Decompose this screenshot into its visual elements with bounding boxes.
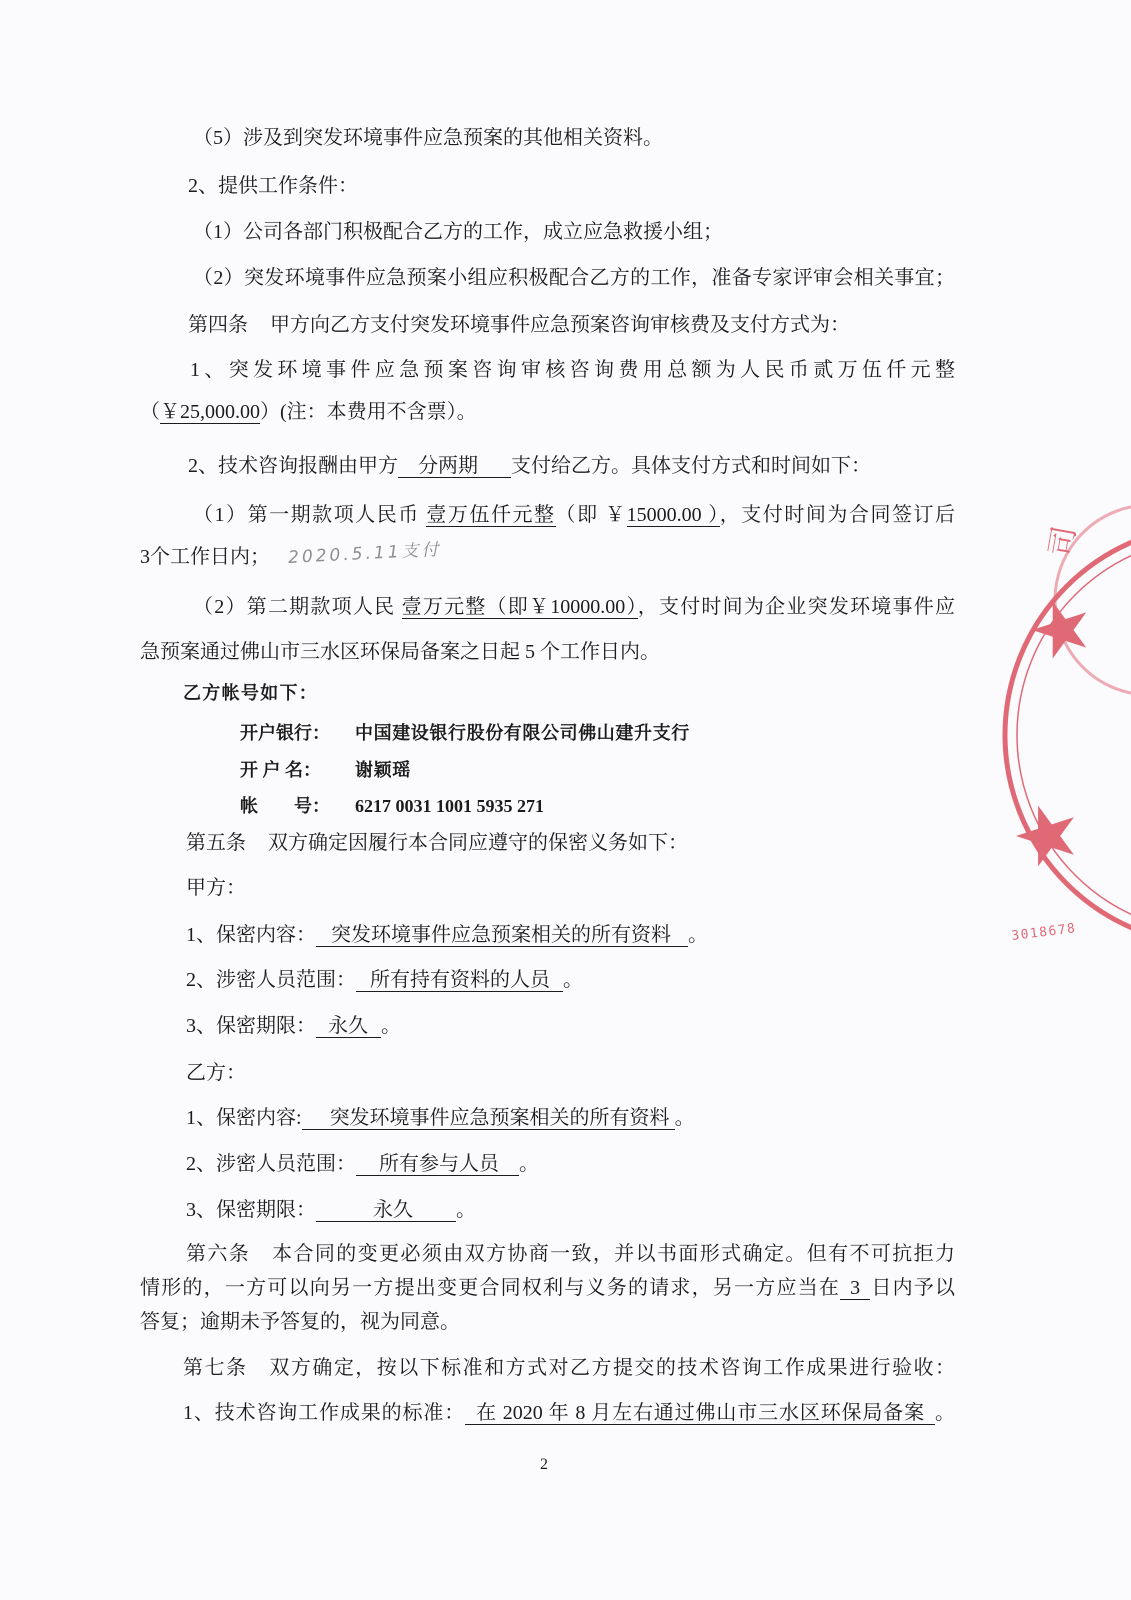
work-condition-1: （1）公司各部门积极配合乙方的工作，成立应急救援小组； [193,221,723,243]
phase-2-line [193,595,955,619]
company-seal [990,500,1131,970]
seal-star [1032,602,1086,659]
payment-method-line [188,454,871,478]
item-label: 2、涉密人员范围： [186,969,356,991]
seal-inner-ring [1017,537,1131,933]
party-a-item-1 [186,923,708,947]
item-value: 突发环境事件应急预案相关的所有资料 [302,1107,675,1130]
article-6-line-1 [186,1242,955,1266]
phase-1-continued: 3个工作日内； [140,546,270,568]
item-label: 1、保密内容: [186,1107,302,1129]
bank-value: 中国建设银行股份有限公司佛山建升支行 [355,723,690,743]
account-number-label: 帐 号： [240,796,330,816]
work-condition-2: （2）突发环境事件应急预案小组应积极配合乙方的工作，准备专家评审会相关事宜； [193,267,955,289]
article-6-text: 本合同的变更必须由双方协商一致，并以书面形式确定。但有不可抗拒力 [272,1243,956,1265]
article-4-heading [188,313,850,337]
item-value: 所有参与人员 [356,1153,519,1176]
article-6-line-2-post: 日内予以 [870,1277,956,1299]
acceptance-standard-line [183,1401,955,1425]
phase-2-pre: （2）第二期款项人民 [193,596,402,618]
item-value: 突发环境事件应急预案相关的所有资料 [316,924,688,947]
article-6-label: 第六条 [186,1243,251,1265]
item-end: 。 [563,969,583,991]
account-number-value: 6217 0031 1001 5935 271 [355,796,544,816]
article-6-days: 3 [840,1277,870,1300]
account-name-row [240,759,411,781]
standard-label: 1、技术咨询工作成果的标准： [183,1402,466,1424]
party-a-item-2 [186,968,583,992]
bank-account-title: 乙方帐号如下： [183,683,319,703]
item-end: 。 [674,1107,695,1129]
phase-1-line [193,503,955,527]
total-open: （ [140,401,160,423]
item-label: 3、保密期限： [186,1199,316,1221]
item-value: 永久 [316,1199,456,1222]
account-number-row [240,795,544,817]
item-value: 永久 [316,1015,381,1038]
item-label: 3、保密期限： [186,1015,316,1037]
account-name-label: 开 户 名： [240,760,321,780]
article-7-title: 双方确定，按以下标准和方式对乙方提交的技术咨询工作成果进行验收： [269,1357,956,1379]
bank-row [240,722,690,744]
article-4-label: 第四条 [188,314,248,336]
seal-outer-ring [1005,525,1131,945]
article-6-line-2 [140,1276,955,1300]
account-name-value: 谢颖瑶 [355,760,411,780]
standard-value: 在 2020 年 8 月左右通过佛山市三水区环保局备案 [465,1402,935,1425]
article-7-label: 第七条 [183,1357,248,1379]
article-5-label: 第五条 [186,832,246,854]
phase-1-amount: 15000.00 ） [626,504,720,526]
obligation-item-5: （5）涉及到突发环境事件应急预案的其他相关资料。 [193,127,663,149]
total-fee-amount-line [140,400,477,424]
article-5-title: 双方确定因履行本合同应遵守的保密义务如下： [268,832,688,854]
party-b-item-1 [186,1106,695,1130]
party-a-title: 甲方： [186,877,246,899]
phase-1-amount-words: 壹万伍仟元整 [426,504,556,526]
page-number: 2 [540,1456,548,1473]
payment-post: 支付给乙方。具体支付方式和时间如下： [511,455,871,477]
phase-2-amount: 壹万元整（即￥10000.00） [401,596,638,618]
item-label: 1、保密内容： [186,924,316,946]
phase-2-post: ，支付时间为企业突发环境事件应 [637,596,956,618]
party-a-item-3 [186,1014,401,1038]
seal-text: 司 [1043,523,1083,560]
article-6-line-2-pre: 情形的，一方可以向另一方提出变更合同权利与义务的请求，另一方应当在 [140,1277,841,1299]
standard-end: 。 [935,1402,956,1424]
total-note: ）(注：本费用不含票）。 [260,401,477,423]
total-fee-line: 1、突发环境事件应急预案咨询审核咨询费用总额为人民币贰万伍仟元整 [190,359,955,381]
article-5-heading [186,831,688,855]
handwritten-payment-note: 2020.5.11支付 [287,539,442,568]
party-b-title: 乙方： [186,1062,246,1084]
article-7-heading [183,1356,955,1380]
item-end: 。 [519,1153,539,1175]
item-end: 。 [688,924,708,946]
payment-pre: 2、技术咨询报酬由甲方 [188,455,398,477]
phase-1-mid: （即 ￥ [555,504,627,526]
phase-2-continued: 急预案通过佛山市三水区环保局备案之日起 5 个工作日内。 [140,641,660,663]
work-conditions-title: 2、提供工作条件： [188,175,358,197]
item-end: 。 [381,1015,401,1037]
article-4-title: 甲方向乙方支付突发环境事件应急预案咨询审核费及支付方式为： [270,314,850,336]
party-b-item-2 [186,1152,539,1176]
bank-label: 开户银行： [240,723,330,743]
article-6-line-3: 答复；逾期未予答复的，视为同意。 [140,1311,460,1333]
phase-1-pre: （1）第一期款项人民币 [193,504,427,526]
seal-code: 3018678 [1010,921,1078,944]
payment-method: 分两期 [398,455,511,478]
item-value: 所有持有资料的人员 [356,969,563,992]
party-b-item-3 [186,1198,476,1222]
item-label: 2、涉密人员范围： [186,1153,356,1175]
item-end: 。 [456,1199,476,1221]
total-amount: ￥25,000.00 [160,401,260,423]
phase-1-post: ，支付时间为合同签订后 [719,504,956,526]
